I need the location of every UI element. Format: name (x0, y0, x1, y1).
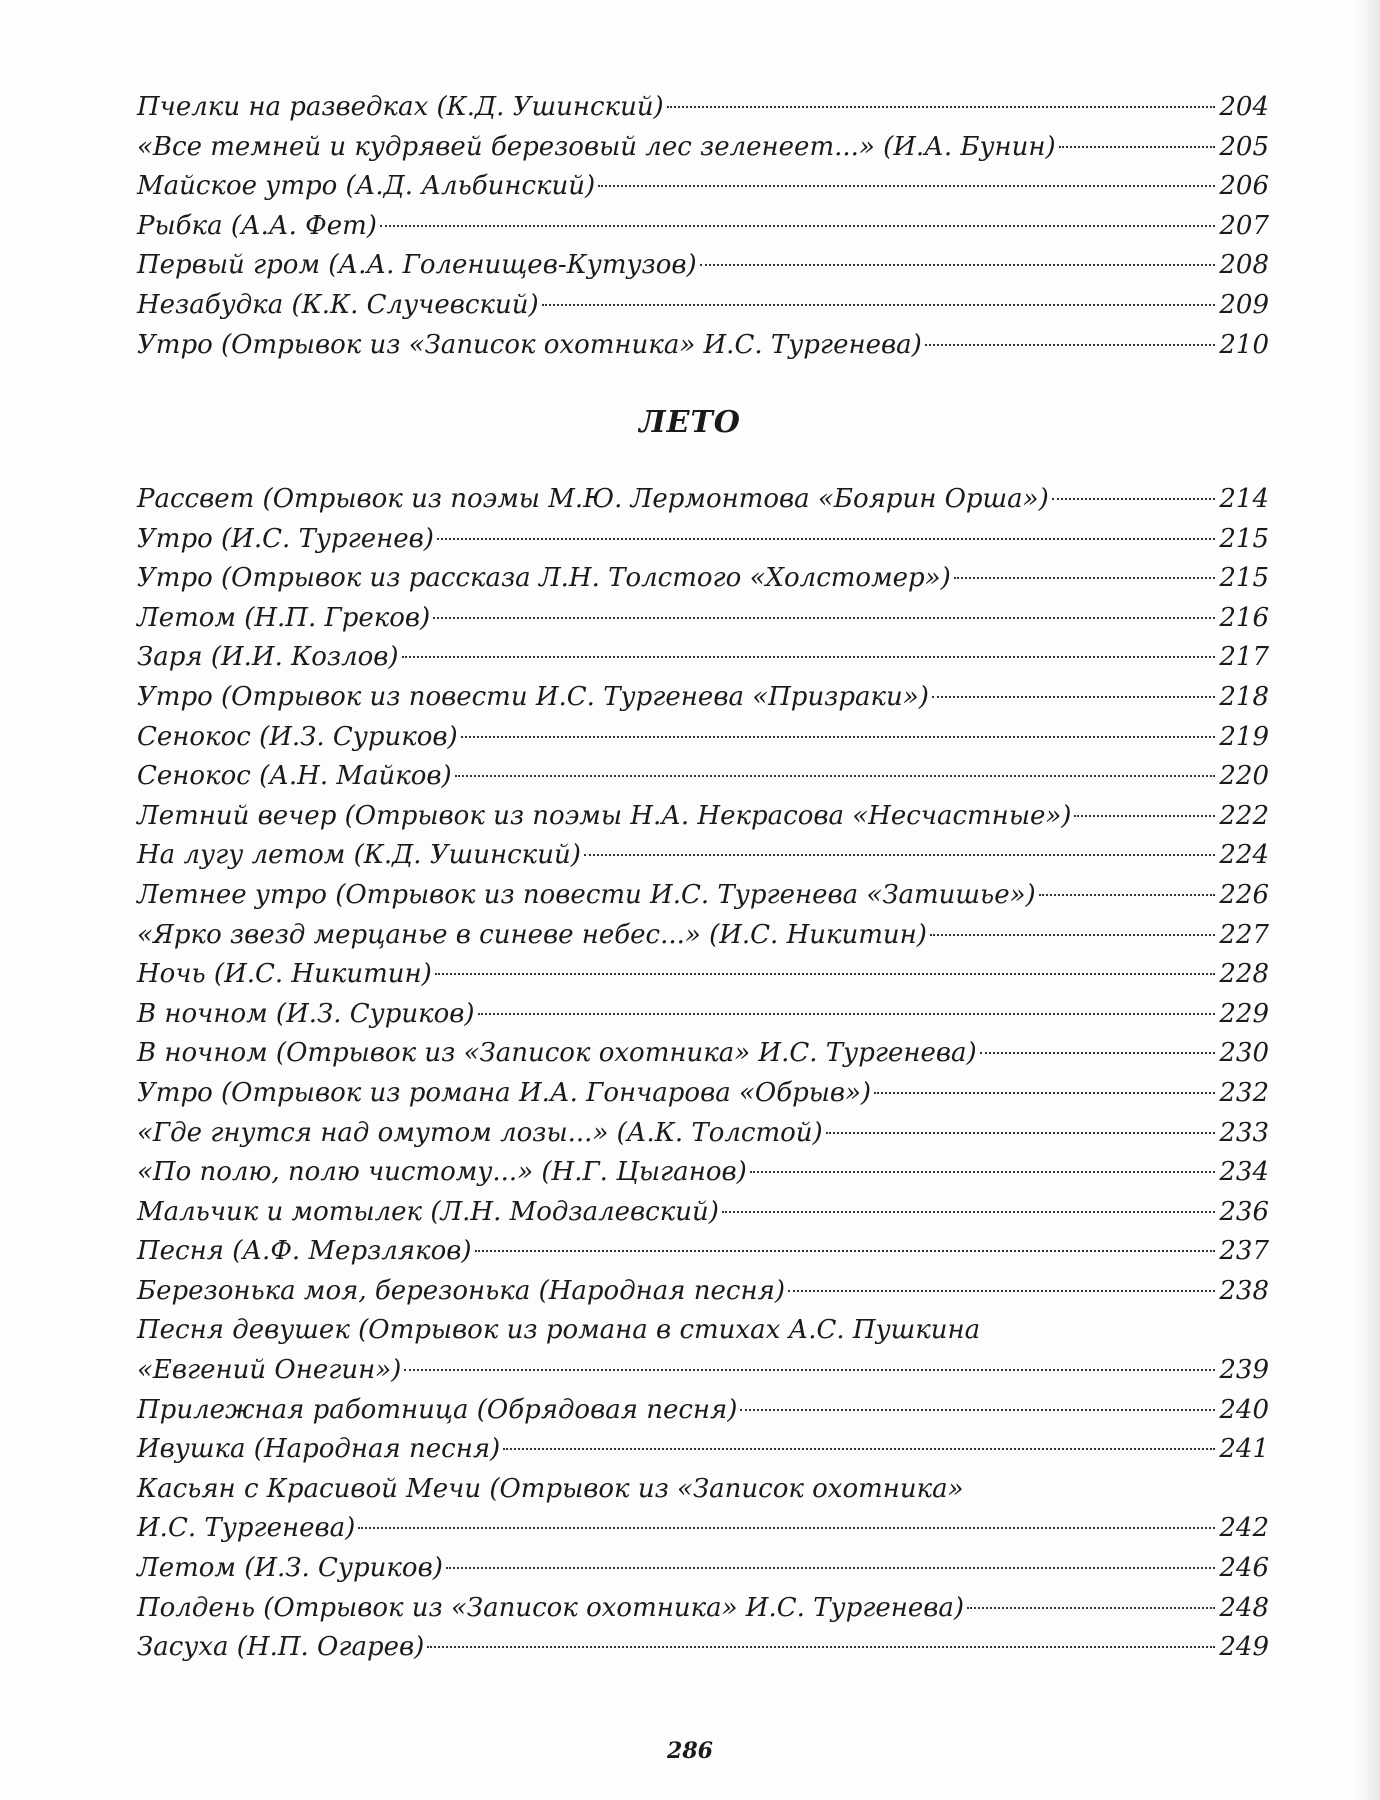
toc-entry (137, 876, 1269, 916)
dot-leader (1039, 894, 1216, 896)
dot-leader (954, 577, 1216, 579)
toc-entry (137, 88, 1269, 128)
toc-entry (137, 520, 1269, 560)
toc-entry-title: Летнее утро (Отрывок из повести И.С. Тургенева «Затишье») (137, 879, 1036, 910)
toc-entry-page: 234 (1219, 1157, 1269, 1188)
toc-entry (137, 246, 1269, 286)
toc-entry (137, 480, 1269, 520)
toc-entry-title: Ивушка (Народная песня) (137, 1434, 501, 1465)
page-edge-shadow (1356, 0, 1380, 1800)
dot-leader (427, 1646, 1215, 1648)
toc-entry (137, 1351, 1269, 1391)
dot-leader (404, 1369, 1215, 1371)
toc-entry (137, 1074, 1269, 1114)
toc-entry-title: «Все темней и кудрявей березовый лес зеленеет...» (И.А. Бунин) (137, 131, 1056, 162)
dot-leader (874, 1092, 1215, 1094)
toc-entry (137, 128, 1269, 168)
toc-entry-page: 220 (1219, 761, 1269, 792)
dot-leader (750, 1171, 1216, 1173)
toc-entry-title: Майское утро (А.Д. Альбинский) (137, 171, 596, 202)
dot-leader (402, 656, 1216, 658)
toc-entry-page: 226 (1219, 879, 1269, 910)
toc-entry-title: Рыбка (А.А. Фет) (137, 210, 377, 241)
toc-entry (137, 1232, 1269, 1272)
toc-entry-title: Летний вечер (Отрывок из поэмы Н.А. Некрасова «Несчастные») (137, 800, 1072, 831)
toc-entry-page: 228 (1219, 959, 1269, 990)
toc-entry-title: Заря (И.И. Козлов) (137, 642, 399, 673)
toc-entry-title: Прилежная работница (Обрядовая песня) (137, 1394, 738, 1425)
dot-leader (700, 264, 1216, 266)
toc-entry (137, 1549, 1269, 1589)
dot-leader (358, 1527, 1215, 1529)
toc-entry (137, 1430, 1269, 1470)
dot-leader (461, 736, 1216, 738)
toc-entry (137, 1628, 1269, 1668)
toc-entry-page: 237 (1219, 1236, 1269, 1267)
dot-leader (740, 1409, 1215, 1411)
toc-entry (137, 916, 1269, 956)
toc-entry-title: Касьян с Красивой Мечи (Отрывок из «Записок охотника» (137, 1473, 964, 1504)
toc-entry (137, 836, 1269, 876)
toc-entry-page: 227 (1219, 919, 1269, 950)
toc-entry-title: Песня девушек (Отрывок из романа в стихах А.С. Пушкина (137, 1315, 981, 1346)
toc-entry-page: 210 (1219, 329, 1269, 360)
dot-leader (1052, 498, 1216, 500)
toc-entry-page: 242 (1219, 1513, 1269, 1544)
toc-entry-title: Засуха (Н.П. Огарев) (137, 1632, 425, 1663)
toc-entry-title: Незабудка (К.К. Случевский) (137, 289, 539, 320)
toc-spring-continuation (137, 88, 1269, 365)
toc-entry-title: Утро (Отрывок из повести И.С. Тургенева «Призраки») (137, 681, 929, 712)
dot-leader (446, 1567, 1216, 1569)
toc-entry (137, 286, 1269, 326)
toc-entry (137, 167, 1269, 207)
toc-entry-page: 204 (1219, 92, 1269, 122)
page-number: 286 (667, 1738, 713, 1764)
toc-entry-title: В ночном (Отрывок из «Записок охотника» И.С. Тургенева) (137, 1038, 977, 1069)
dot-leader (788, 1290, 1215, 1292)
toc-entry-page: 217 (1219, 642, 1269, 673)
toc-entry-page: 218 (1219, 681, 1269, 712)
dot-leader (980, 1052, 1216, 1054)
toc-entry-page: 216 (1219, 602, 1269, 633)
dot-leader (475, 1250, 1216, 1252)
toc-entry-title: «Евгений Онегин») (137, 1355, 402, 1386)
dot-leader (932, 696, 1216, 698)
toc-entry (137, 1114, 1269, 1154)
dot-leader (584, 854, 1216, 856)
toc-entry (137, 955, 1269, 995)
toc-entry-page: 249 (1219, 1632, 1269, 1663)
toc-entry-title: Сенокос (И.З. Суриков) (137, 721, 458, 752)
toc-entry-page: 208 (1219, 250, 1269, 281)
toc-entry-page: 205 (1219, 131, 1269, 162)
toc-entry (137, 599, 1269, 639)
toc-entry-title: Утро (Отрывок из романа И.А. Гончарова «Обрыв») (137, 1077, 872, 1108)
toc-entry-page: 239 (1219, 1355, 1269, 1386)
toc-entry-page: 246 (1219, 1553, 1269, 1584)
dot-leader (435, 973, 1216, 975)
toc-entry-page: 238 (1219, 1275, 1269, 1306)
toc-entry (137, 1470, 1269, 1510)
toc-entry (137, 995, 1269, 1035)
dot-leader (478, 1013, 1216, 1015)
dot-leader (930, 934, 1215, 936)
dot-leader (925, 344, 1216, 346)
toc-entry-page: 215 (1219, 523, 1269, 554)
dot-leader (433, 617, 1215, 619)
toc-entry-title: Пчелки на разведках (К.Д. Ушинский) (137, 92, 664, 122)
toc-entry (137, 678, 1269, 718)
toc-entry-title: Летом (Н.П. Греков) (137, 602, 431, 633)
toc-entry-page: 232 (1219, 1077, 1269, 1108)
toc-entry-title: «Ярко звезд мерцанье в синеве небес...» (И.С. Никитин) (137, 919, 927, 950)
toc-entry (137, 1034, 1269, 1074)
dot-leader (380, 225, 1215, 227)
dot-leader (967, 1607, 1215, 1609)
toc-entry-title: Утро (Отрывок из «Записок охотника» И.С. Тургенева) (137, 329, 922, 360)
dot-leader (1074, 815, 1215, 817)
toc-entry-page: 229 (1219, 998, 1269, 1029)
dot-leader (598, 185, 1215, 187)
toc-entry-page: 233 (1219, 1117, 1269, 1148)
toc-entry-page: 241 (1219, 1434, 1269, 1465)
dot-leader (542, 304, 1216, 306)
toc-entry-title: Мальчик и мотылек (Л.Н. Модзалевский) (137, 1196, 719, 1227)
toc-entry (137, 559, 1269, 599)
toc-summer-list (137, 480, 1269, 1668)
dot-leader (1059, 146, 1216, 148)
toc-entry-page: 206 (1219, 171, 1269, 202)
dot-leader (667, 106, 1216, 108)
toc-entry-title: Первый гром (А.А. Голенищев-Кутузов) (137, 250, 697, 281)
toc-entry-title: Березонька моя, березонька (Народная песня) (137, 1275, 785, 1306)
dot-leader (455, 775, 1216, 777)
toc-entry (137, 1589, 1269, 1629)
toc-entry (137, 1193, 1269, 1233)
toc-entry-title: Летом (И.З. Суриков) (137, 1553, 443, 1584)
toc-entry-title: Утро (Отрывок из рассказа Л.Н. Толстого «Холстомер») (137, 563, 951, 594)
toc-entry-page: 215 (1219, 563, 1269, 594)
toc-entry-page: 248 (1219, 1592, 1269, 1623)
toc-entry (137, 1311, 1269, 1351)
toc-entry-page: 222 (1219, 800, 1269, 831)
toc-entry-title: Полдень (Отрывок из «Записок охотника» И.С. Тургенева) (137, 1592, 965, 1623)
toc-entry-title: «По полю, полю чистому...» (Н.Г. Цыганов) (137, 1157, 747, 1188)
toc-entry-page: 236 (1219, 1196, 1269, 1227)
toc-entry (137, 718, 1269, 758)
toc-entry (137, 1153, 1269, 1193)
toc-entry-page: 214 (1219, 484, 1269, 514)
toc-entry-page: 209 (1219, 289, 1269, 320)
toc-entry-page: 219 (1219, 721, 1269, 752)
toc-entry-page: 224 (1219, 840, 1269, 871)
toc-entry-title: Утро (И.С. Тургенев) (137, 523, 434, 554)
section-title: ЛЕТО (639, 405, 741, 440)
toc-entry (137, 1272, 1269, 1312)
toc-entry (137, 797, 1269, 837)
dot-leader (437, 538, 1215, 540)
toc-entry (137, 1509, 1269, 1549)
toc-entry-title: В ночном (И.З. Суриков) (137, 998, 475, 1029)
toc-entry-title: На лугу летом (К.Д. Ушинский) (137, 840, 581, 871)
toc-entry (137, 757, 1269, 797)
toc-entry-page: 230 (1219, 1038, 1269, 1069)
toc-entry-title: И.С. Тургенева) (137, 1513, 356, 1544)
toc-entry (137, 1391, 1269, 1431)
toc-entry-title: Ночь (И.С. Никитин) (137, 959, 432, 990)
toc-entry-title: Песня (А.Ф. Мерзляков) (137, 1236, 472, 1267)
dot-leader (722, 1211, 1215, 1213)
toc-entry-title: Рассвет (Отрывок из поэмы М.Ю. Лермонтова «Боярин Орша») (137, 484, 1049, 514)
toc-entry-title: «Где гнутся над омутом лозы...» (А.К. Толстой) (137, 1117, 823, 1148)
dot-leader (826, 1132, 1216, 1134)
toc-entry (137, 207, 1269, 247)
toc-entry (137, 326, 1269, 366)
toc-entry-title: Сенокос (А.Н. Майков) (137, 761, 452, 792)
toc-entry-page: 240 (1219, 1394, 1269, 1425)
toc-entry (137, 638, 1269, 678)
dot-leader (503, 1448, 1215, 1450)
toc-entry-page: 207 (1219, 210, 1269, 241)
